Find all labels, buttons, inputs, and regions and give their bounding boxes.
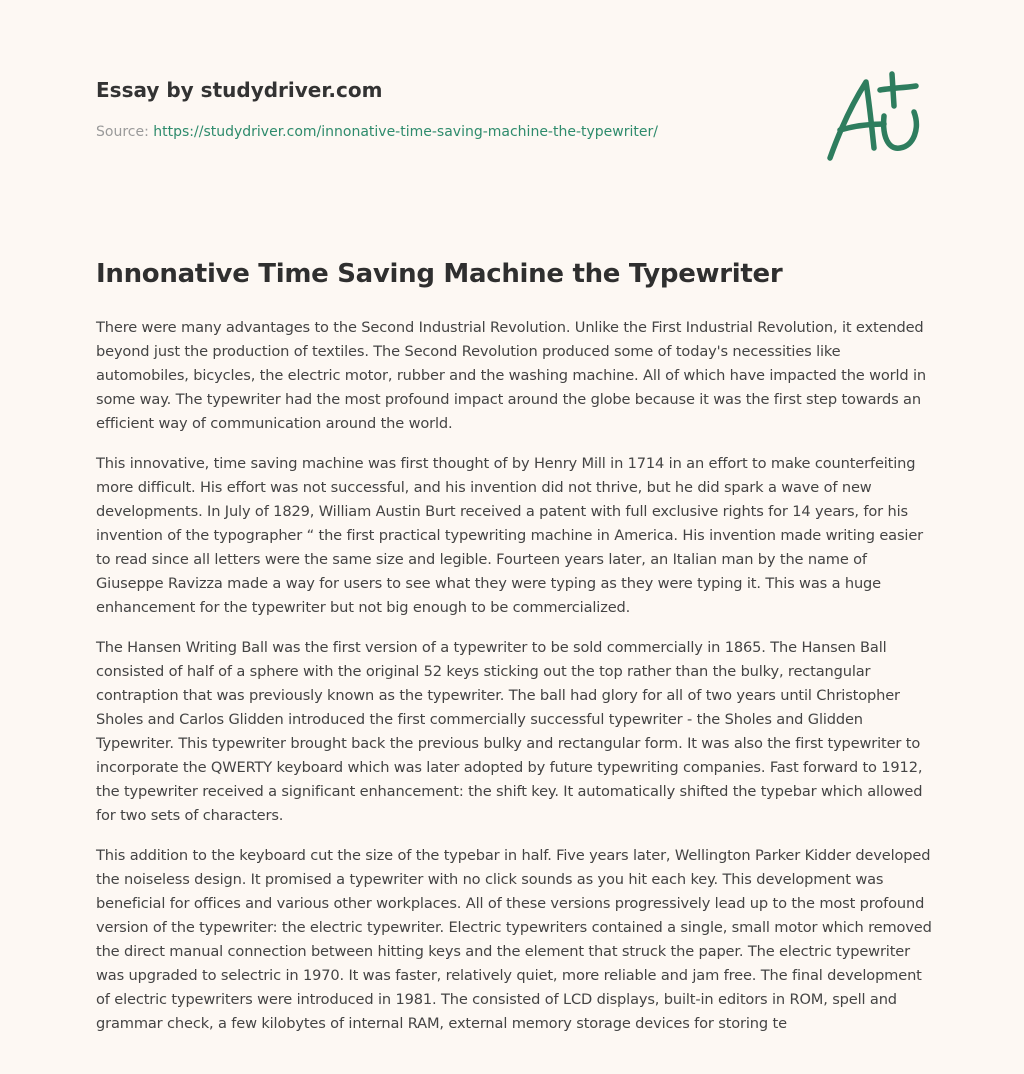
article-paragraph-3: The Hansen Writing Ball was the first version of a typewriter to be sold commercially in 1865. The Hansen Ball consisted of half of a sphere with the original 52 keys sticking out the top rather than the bulky, rectangular contraption that was previously known as the typewriter. The ball had glory for all of two years until Christopher Sholes and Carlos Glidden introduced the first commercially successful typewriter - the Sholes and Glidden Typewriter. This typewriter brought back the previous bulky and rectangular form. It was also the first typewriter to incorporate the QWERTY keyboard which was later adopted by future typewriting companies. Fast forward to 1912, the typewriter received a significant enhancement: the shift key. It automatically shifted the typebar which allowed for two sets of characters. [96, 639, 923, 824]
a-plus-logo-icon [822, 68, 926, 164]
source-line [96, 122, 796, 142]
article-paragraph-1: There were many advantages to the Second Industrial Revolution. Unlike the First Industrial Revolution, it extended beyond just the production of textiles. The Second Revolution produced some of today's necessities like automobiles, bicycles, the electric motor, rubber and the washing machine. All of which have impacted the world in some way. The typewriter had the most profound impact around the globe because it was the first step towards an efficient way of communication around the world. [96, 319, 927, 432]
site-title: Essay by studydriver.com [96, 78, 383, 102]
article-paragraph-2: This innovative, time saving machine was first thought of by Henry Mill in 1714 in an effort to make counterfeiting more difficult. His effort was not successful, and his invention did not thrive, but he did spark a wave of new developments. In July of 1829, William Austin Burt received a patent with full exclusive rights for 14 years, for his invention of the typographer “ the first practical typewriting machine in America. His invention made writing easier to read since all letters were the same size and legible. Fourteen years later, an Italian man by the name of Giuseppe Ravizza made a way for users to see what they were typing as they were typing it. This was a huge enhancement for the typewriter but not big enough to be commercialized. [96, 455, 924, 616]
page-header [96, 76, 796, 142]
article [96, 256, 932, 1052]
source-label: Source: [96, 124, 154, 140]
article-paragraph-4: This addition to the keyboard cut the size of the typebar in half. Five years later, Wellington Parker Kidder developed the noiseless design. It promised a typewriter with no click sounds as you hit each key. This development was beneficial for offices and various other workplaces. All of these versions progressively lead up to the most profound version of the typewriter: the electric typewriter. Electric typewriters contained a single, small motor which removed the direct manual connection between hitting keys and the element that struck the paper. The electric typewriter was upgraded to selectric in 1970. It was faster, relatively quiet, more reliable and jam free. The final development of electric typewriters were introduced in 1981. The consisted of LCD displays, built-in editors in ROM, spell and grammar check, a few kilobytes of internal RAM, external memory storage devices for storing te [96, 847, 932, 1032]
source-link[interactable]: https://studydriver.com/innonative-time-saving-machine-the-typewriter/ [153, 124, 658, 140]
a-plus-logo-graphic [822, 68, 926, 164]
article-title: Innonative Time Saving Machine the Typewriter [96, 259, 783, 289]
